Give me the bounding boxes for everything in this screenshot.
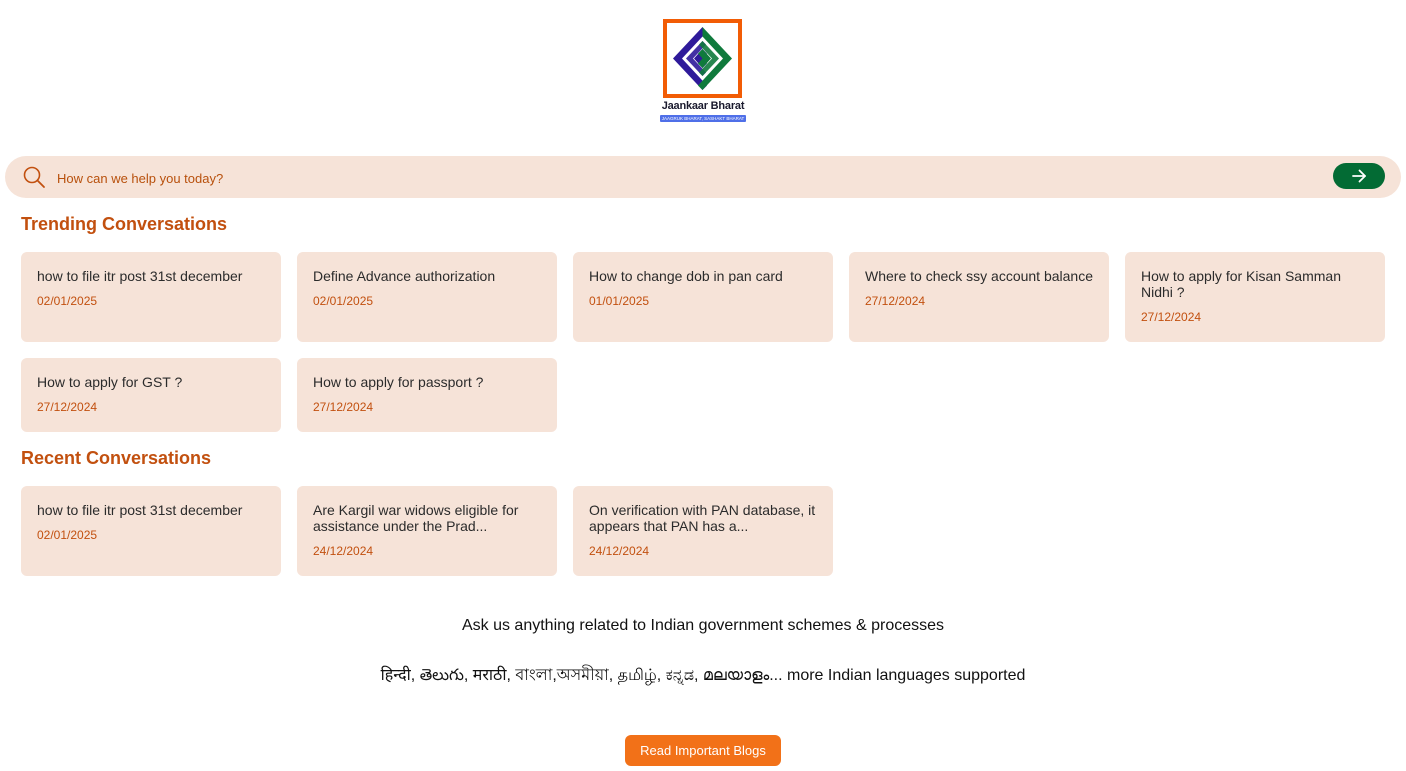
card-date: 01/01/2025 [589,294,650,308]
card-question: Define Advance authorization [313,268,496,284]
supported-languages: हिन्दी, తెలుగు, मराठी, বাংলা,অসমীয়া, தமிழ், ಕನ್ನಡ, മലയാളം... more Indian languages supported [380,667,1026,684]
card-question: Are Kargil war widows eligible for assistance under the Prad... [313,502,519,534]
card-question: Where to check ssy account balance [865,268,1094,284]
card-question: On verification with PAN database, it appears that PAN has a... [589,502,816,534]
read-blogs-button[interactable]: Read Important Blogs [625,735,781,766]
trending-title: Trending Conversations [21,214,228,234]
brand-tagline: JAAGRUK BHARAT, SASHAKT BHARAT [661,116,745,121]
trending-card[interactable] [1125,252,1385,342]
card-date: 27/12/2024 [37,400,98,414]
card-date: 02/01/2025 [313,294,374,308]
card-date: 02/01/2025 [37,294,98,308]
card-question: how to file itr post 31st december [37,268,243,284]
card-date: 27/12/2024 [865,294,926,308]
trending-card[interactable] [297,358,557,432]
recent-card[interactable] [21,486,281,576]
logo-mark-icon [663,19,742,98]
card-question: How to apply for Kisan Samman Nidhi ? [1141,268,1341,300]
recent-title: Recent Conversations [21,448,212,468]
card-date: 27/12/2024 [313,400,374,414]
card-date: 02/01/2025 [37,528,98,542]
card-date: 24/12/2024 [589,544,650,558]
card-question: How to apply for GST ? [37,374,183,390]
trending-card[interactable] [21,252,281,342]
arrow-right-icon [1351,168,1367,184]
card-date: 27/12/2024 [1141,310,1202,324]
trending-card[interactable] [849,252,1109,342]
footer-tagline: Ask us anything related to Indian government schemes & processes [461,617,945,634]
card-question: How to change dob in pan card [589,268,783,284]
search-icon [22,165,46,189]
brand-logo[interactable] [655,18,751,126]
card-question: how to file itr post 31st december [37,502,243,518]
trending-card[interactable] [573,252,833,342]
trending-card[interactable] [21,358,281,432]
recent-card[interactable] [297,486,557,576]
trending-card[interactable] [297,252,557,342]
search-submit-button[interactable] [1333,163,1385,189]
card-question: How to apply for passport ? [313,374,484,390]
brand-name: Jaankaar Bharat [661,100,745,112]
recent-card[interactable] [573,486,833,576]
search-input[interactable] [55,164,1319,192]
card-date: 24/12/2024 [313,544,374,558]
search-bar [5,156,1401,198]
